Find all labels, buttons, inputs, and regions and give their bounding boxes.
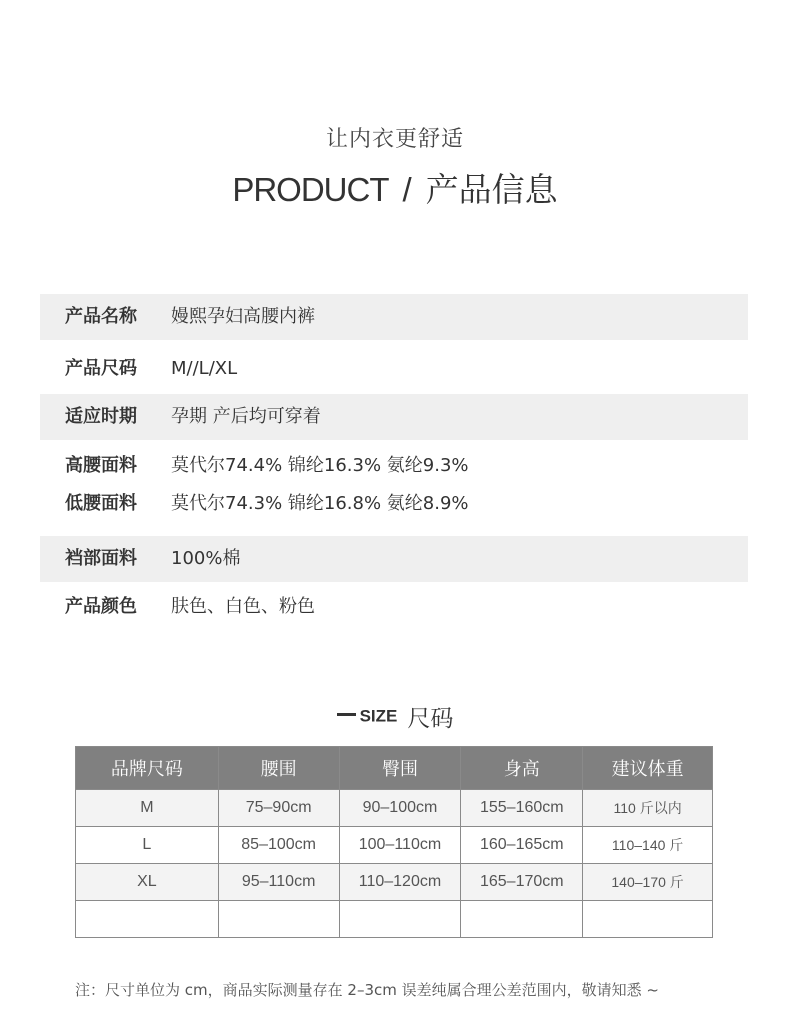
table-cell: XL: [76, 864, 219, 901]
table-cell: [461, 901, 583, 938]
table-row: [76, 790, 713, 827]
info-label: 适应时期: [65, 406, 137, 427]
product-info-list: [40, 294, 748, 630]
column-header-hip: 臀围: [339, 747, 461, 790]
section-title: [0, 164, 790, 211]
table-cell: 100–110cm: [339, 827, 461, 864]
size-heading: [0, 700, 790, 733]
size-table: [75, 746, 713, 938]
info-row-size: [40, 346, 748, 392]
table-cell: [583, 901, 713, 938]
table-row: [76, 901, 713, 938]
info-value: 肤色、白色、粉色: [171, 596, 315, 617]
info-value: 莫代尔74.4% 锦纶16.3% 氨纶9.3%: [171, 455, 469, 476]
info-label: 产品名称: [65, 306, 137, 327]
table-cell: 95–110cm: [218, 864, 339, 901]
info-row-low-waist-fabric: [40, 485, 748, 523]
table-cell: [339, 901, 461, 938]
info-value: 嫚熙孕妇高腰内裤: [171, 306, 315, 327]
table-cell: 110–140 斤: [583, 827, 713, 864]
table-cell: 75–90cm: [218, 790, 339, 827]
table-cell: L: [76, 827, 219, 864]
info-row-name: [40, 294, 748, 340]
table-cell: 110 斤以内: [583, 790, 713, 827]
section-subtitle: 让内衣更舒适: [325, 127, 464, 152]
table-cell: 140–170 斤: [583, 864, 713, 901]
column-header-brand-size: 品牌尺码: [76, 747, 219, 790]
info-label: 低腰面料: [65, 493, 137, 514]
title-separator: /: [402, 171, 412, 208]
table-cell: [218, 901, 339, 938]
column-header-waist: 腰围: [218, 747, 339, 790]
table-cell: M: [76, 790, 219, 827]
table-cell: 155–160cm: [461, 790, 583, 827]
table-cell: [76, 901, 219, 938]
table-row: [76, 827, 713, 864]
table-row: [76, 864, 713, 901]
info-value: 莫代尔74.3% 锦纶16.8% 氨纶8.9%: [171, 493, 469, 514]
info-label: 高腰面料: [65, 455, 137, 476]
info-label: 裆部面料: [65, 548, 137, 569]
title-english: PRODUCT: [232, 171, 389, 208]
table-cell: 85–100cm: [218, 827, 339, 864]
info-label: 产品尺码: [65, 358, 137, 379]
size-heading-english: SIZE: [359, 706, 398, 726]
info-row-colors: [40, 584, 748, 630]
table-cell: 160–165cm: [461, 827, 583, 864]
info-value: M//L/XL: [171, 358, 238, 379]
size-heading-chinese: 尺码: [407, 706, 454, 732]
size-table-header-row: [76, 747, 713, 790]
info-value: 100%棉: [171, 548, 241, 569]
column-header-height: 身高: [461, 747, 583, 790]
info-value: 孕期 产后均可穿着: [171, 406, 321, 427]
table-cell: 165–170cm: [461, 864, 583, 901]
table-cell: 110–120cm: [339, 864, 461, 901]
title-chinese: 产品信息: [425, 170, 558, 209]
info-row-period: [40, 394, 748, 440]
info-label: 产品颜色: [65, 596, 137, 617]
heading-dash: [337, 713, 356, 716]
table-cell: 90–100cm: [339, 790, 461, 827]
info-row-crotch-fabric: [40, 536, 748, 582]
column-header-weight: 建议体重: [583, 747, 713, 790]
measurement-note: 注：尺寸单位为 cm，商品实际测量存在 2–3cm 误差纯属合理公差范围内，敬请知悉 ~: [75, 981, 659, 999]
info-row-high-waist-fabric: [40, 447, 748, 485]
